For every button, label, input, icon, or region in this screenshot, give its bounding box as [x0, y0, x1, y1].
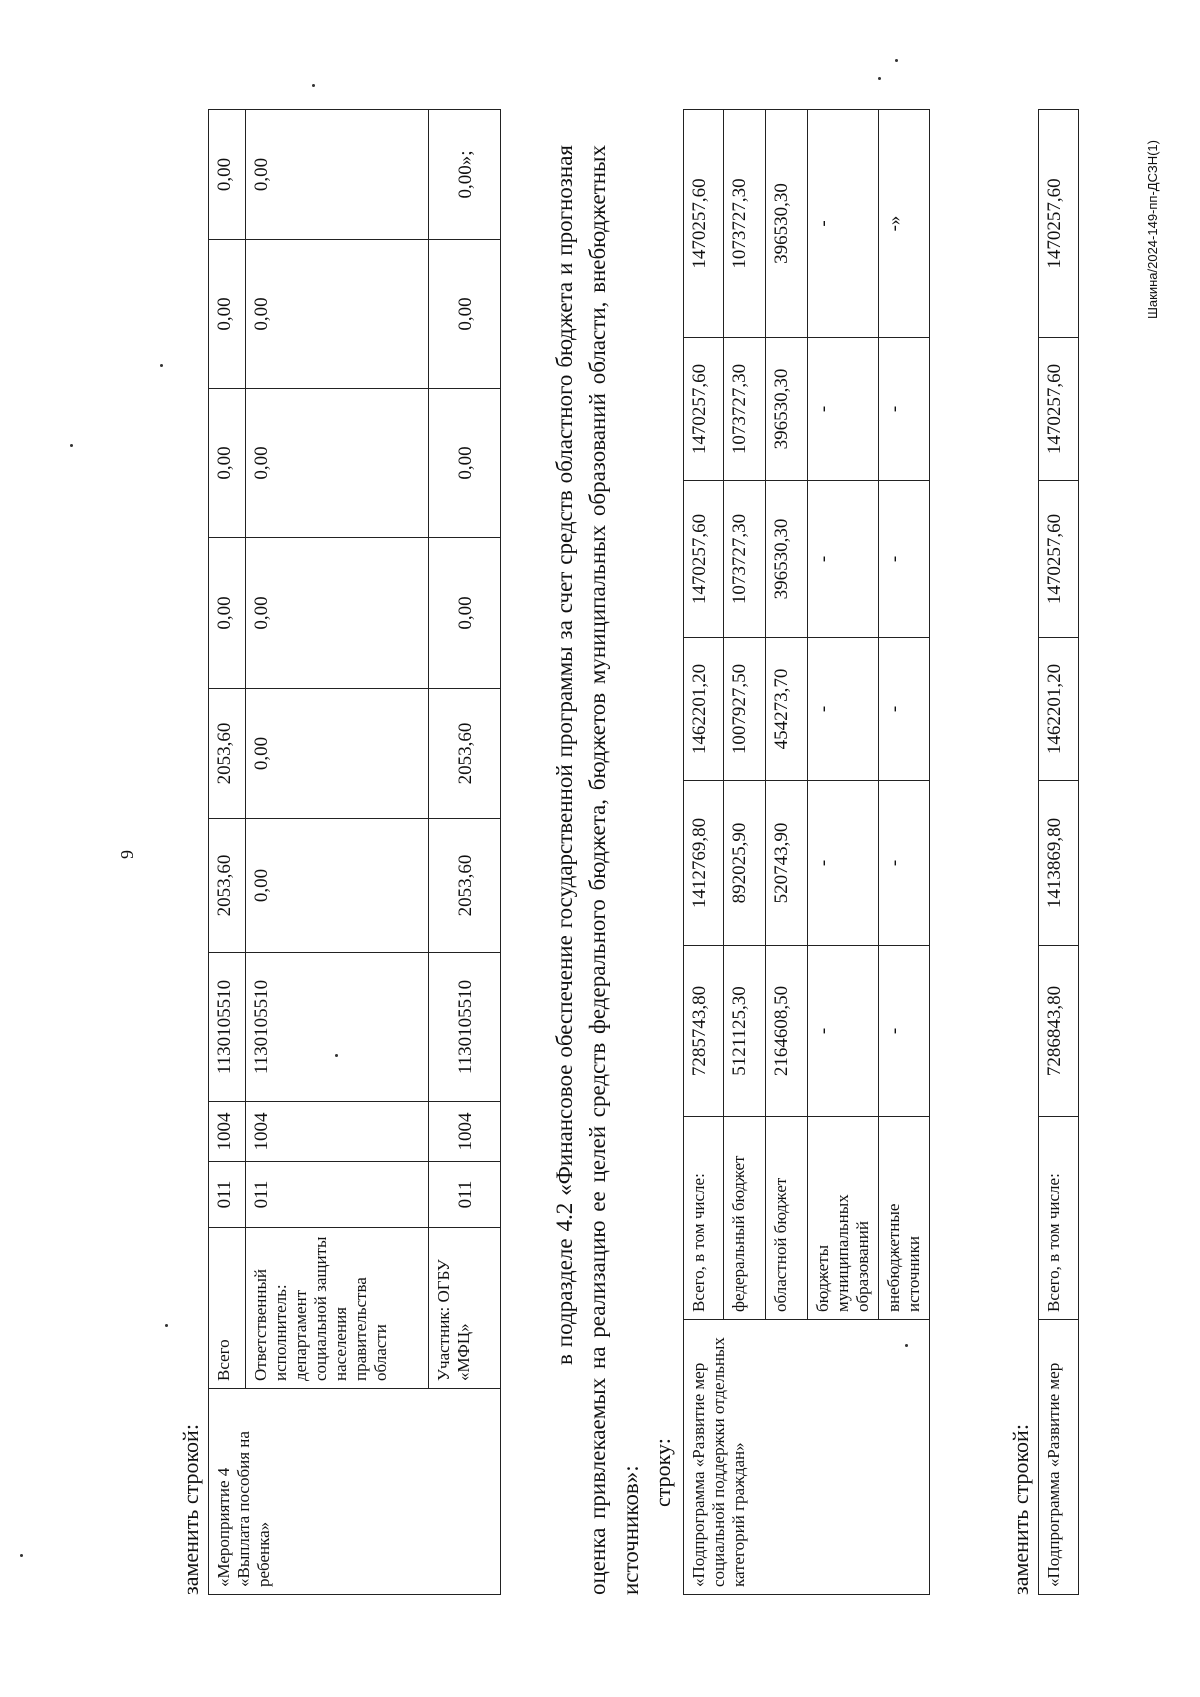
table-cell: 0,00	[429, 240, 501, 389]
table-cell: 1130105510	[209, 953, 246, 1102]
scan-speck	[905, 1344, 908, 1347]
table-cell: 011	[429, 1162, 501, 1228]
scan-speck	[312, 84, 315, 87]
table-cell: 454273,70	[766, 638, 808, 781]
table-cell: 1004	[429, 1102, 501, 1162]
table-cell: 0,00	[209, 110, 246, 240]
table-cell: -	[879, 781, 930, 946]
table-cell: 1470257,60	[684, 338, 724, 481]
table-cell: 0,00	[246, 819, 429, 953]
table-cell: 0,00	[246, 689, 429, 819]
table-cell: -	[879, 338, 930, 481]
table-cell: 1470257,60	[1039, 110, 1079, 338]
table-cell: 1130105510	[246, 953, 429, 1102]
table-cell: 0,00	[246, 240, 429, 389]
table-cell: 1130105510	[429, 953, 501, 1102]
table-cell: Всего, в том числе:	[684, 1117, 724, 1320]
subprogram-name-cell: «Подпрограмма «Развитие мер социальной поддержки отдельных категорий граждан»	[684, 1320, 930, 1595]
table-cell: 1412769,80	[684, 781, 724, 946]
scan-speck	[165, 1324, 168, 1327]
table-cell: 0,00	[246, 389, 429, 538]
table-cell: внебюджетные источники	[879, 1117, 930, 1320]
table-cell: 2053,60	[429, 819, 501, 953]
table-cell: 892025,90	[724, 781, 766, 946]
table-cell: 396530,30	[766, 338, 808, 481]
table-cell: Ответственный исполнитель: департамент социальной защиты населения правительства области	[246, 1228, 429, 1389]
table-cell: 0,00	[429, 389, 501, 538]
table-cell: 7286843,80	[1039, 946, 1079, 1117]
table-row	[429, 110, 501, 1595]
table-cell: 0,00	[429, 538, 501, 689]
heading-row: строку:	[650, 1438, 675, 1507]
table-cell: 2053,60	[209, 819, 246, 953]
measure-name-cell: «Мероприятие 4 «Выплата пособия на ребенка»	[209, 1389, 501, 1595]
table-cell: 011	[246, 1162, 429, 1228]
table-cell: 1004	[209, 1102, 246, 1162]
table-cell: 1073727,30	[724, 110, 766, 338]
table-subprogram-replacement	[1038, 109, 1079, 1595]
heading-replace-2: заменить строкой:	[1008, 1424, 1033, 1595]
table-cell: 1462201,20	[684, 638, 724, 781]
table-cell: 1462201,20	[1039, 638, 1079, 781]
scan-speck	[335, 1054, 338, 1057]
table-cell: -	[808, 338, 879, 481]
table-measure-4	[208, 109, 501, 1595]
scan-speck	[878, 77, 881, 80]
table-cell: 5121125,30	[724, 946, 766, 1117]
table-cell: 0,00	[246, 538, 429, 689]
table-cell: 0,00	[209, 240, 246, 389]
table-cell: 1470257,60	[1039, 338, 1079, 481]
table-cell: 1470257,60	[684, 110, 724, 338]
table-cell: 520743,90	[766, 781, 808, 946]
subprogram-name-cell: «Подпрограмма «Развитие мер	[1039, 1320, 1079, 1595]
table-cell: 2053,60	[429, 689, 501, 819]
table-cell: 0,00»;	[429, 110, 501, 240]
table-cell: 1007927,50	[724, 638, 766, 781]
scan-speck	[20, 1554, 23, 1557]
table-cell: -	[879, 946, 930, 1117]
table-cell: 2053,60	[209, 689, 246, 819]
table-subprogram-original	[683, 109, 930, 1595]
table-cell: 1413869,80	[1039, 781, 1079, 946]
table-cell: -»	[879, 110, 930, 338]
table-cell: областной бюджет	[766, 1117, 808, 1320]
table-cell: 396530,30	[766, 110, 808, 338]
table-cell: -	[808, 781, 879, 946]
table-cell: -	[808, 110, 879, 338]
table-cell: 0,00	[209, 389, 246, 538]
table-cell: 1004	[246, 1102, 429, 1162]
page-number: 9	[117, 850, 137, 859]
table-cell: 1073727,30	[724, 481, 766, 638]
table-cell: 011	[209, 1162, 246, 1228]
scan-speck	[70, 444, 73, 447]
table-cell: -	[808, 638, 879, 781]
table-cell: -	[879, 638, 930, 781]
table-cell: -	[808, 946, 879, 1117]
table-row	[209, 110, 246, 1595]
table-cell: 1470257,60	[1039, 481, 1079, 638]
document-code: Шакина/2024-149-пп-ДСЗН(1)	[1145, 140, 1160, 319]
table-cell: Участник: ОГБУ «МФЦ»	[429, 1228, 501, 1389]
table-cell: 0,00	[246, 110, 429, 240]
table-cell: 1073727,30	[724, 338, 766, 481]
table-cell: 2164608,50	[766, 946, 808, 1117]
table-cell: -	[879, 481, 930, 638]
table-row	[1039, 110, 1079, 1595]
table-cell: 0,00	[209, 538, 246, 689]
table-cell: 1470257,60	[684, 481, 724, 638]
table-cell: бюджеты муниципальных образований	[808, 1117, 879, 1320]
table-row	[684, 110, 724, 1595]
scan-speck	[895, 59, 898, 62]
table-cell: 396530,30	[766, 481, 808, 638]
table-cell: -	[808, 481, 879, 638]
heading-replace-1: заменить строкой:	[178, 1424, 203, 1595]
table-cell: Всего	[209, 1228, 246, 1389]
table-row	[246, 110, 429, 1595]
paragraph-section-4-2: в подразделе 4.2 «Финансовое обеспечение государственной программы за счет средств областного бюджета и прогнозная оценка привлекаемых на реализацию ее целей средств федерального бюджета, бюджетов муниципальных образований области, внебюджетных источников»:	[552, 145, 643, 1595]
scan-speck	[160, 364, 163, 367]
table-cell: федеральный бюджет	[724, 1117, 766, 1320]
table-cell: Всего, в том числе:	[1039, 1117, 1079, 1320]
table-cell: 7285743,80	[684, 946, 724, 1117]
